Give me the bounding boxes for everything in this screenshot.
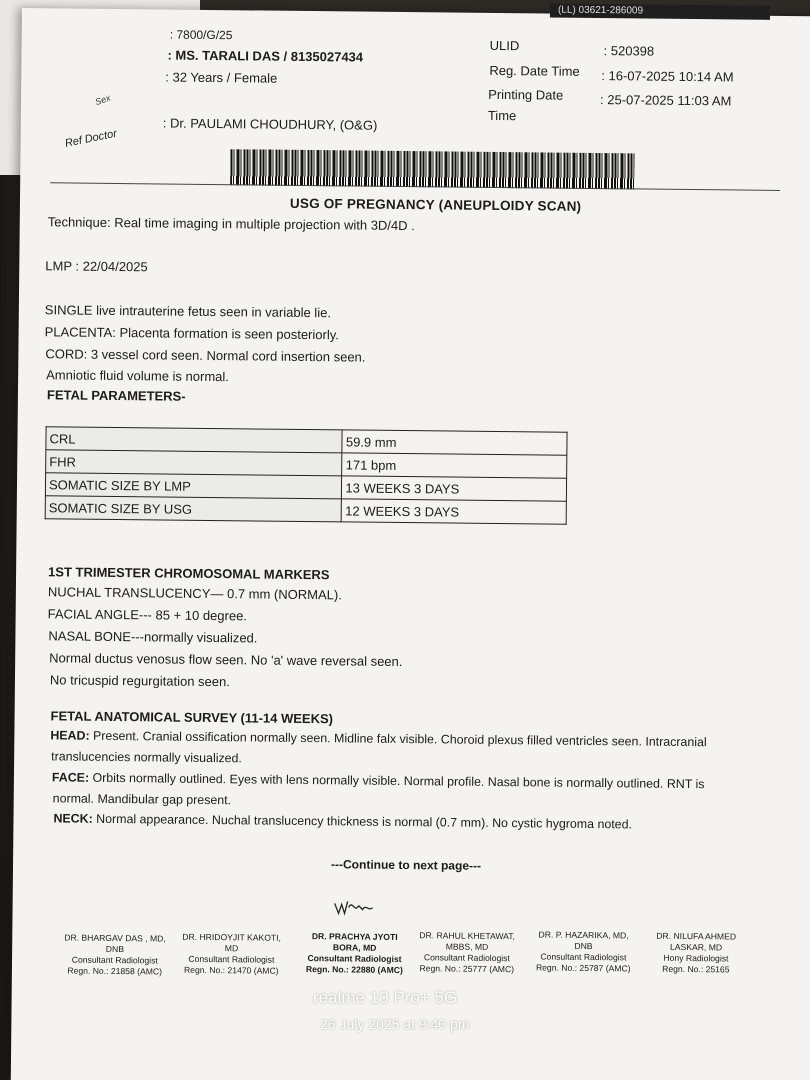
survey-face-line-2: normal. Mandibular gap present. xyxy=(52,791,232,808)
doctor-name: DR. RAHUL KHETAWAT, xyxy=(419,930,516,942)
marker-line: No tricuspid regurgitation seen. xyxy=(49,672,230,690)
param-value: 171 bpm xyxy=(342,453,567,478)
doctor-signature-block xyxy=(656,931,736,976)
reg-date-value: : 16-07-2025 10:14 AM xyxy=(601,68,734,85)
neck-text: Normal appearance. Nuchal translucency thickness is normal (0.7 mm). No cystic hygroma noted. xyxy=(92,811,633,832)
doctor-regn: Regn. No.: 21470 (AMC) xyxy=(183,964,279,976)
report-page xyxy=(11,4,810,1080)
head-text: Present. Cranial ossification normally seen. Midline falx visible. Choroid plexus filled ventricles seen. Intracranial xyxy=(89,728,707,750)
param-value: 59.9 mm xyxy=(342,430,567,455)
patient-name: : MS. TARALI DAS / 8135027434 xyxy=(167,47,364,65)
doctor-signature-block xyxy=(306,931,403,976)
barcode xyxy=(230,149,634,189)
doctor-name: DR. BHARGAV DAS , MD, xyxy=(64,932,166,944)
doctor-signature-block xyxy=(536,929,631,974)
doctor-regn: Regn. No.: 25787 (AMC) xyxy=(535,962,631,974)
ulid-value: : 520398 xyxy=(603,43,655,59)
doctor-name: DR. PRACHYA JYOTI xyxy=(311,931,398,942)
doctor-title: Consultant Radiologist xyxy=(307,953,402,965)
table-row xyxy=(45,496,566,524)
camera-datetime-watermark: 26 July 2025 at 9:40 pm xyxy=(320,1016,470,1032)
param-label: SOMATIC SIZE BY LMP xyxy=(45,473,342,499)
print-time-label: Time xyxy=(487,107,517,124)
doctor-degree: BORA, MD xyxy=(332,942,377,953)
doctor-degree: DNB xyxy=(574,940,593,952)
doctor-signature-block xyxy=(419,930,515,975)
doctor-name: DR. NILUFA AHMED xyxy=(656,930,737,942)
face-text: Orbits normally outlined. Eyes with lens normally visible. Normal profile. Nasal bone is normally outlined. RNT is xyxy=(89,770,705,792)
doctor-title: Consultant Radiologist xyxy=(188,953,275,965)
marker-line: NUCHAL TRANSLUCENCY— 0.7 mm (NORMAL). xyxy=(47,584,342,603)
ulid-label: ULID xyxy=(489,37,520,54)
report-title: USG OF PREGNANCY (ANEUPLOIDY SCAN) xyxy=(289,195,582,214)
doctor-title: Hony Radiologist xyxy=(663,952,729,964)
patient-age-sex: : 32 Years / Female xyxy=(165,69,278,86)
doctor-regn: Regn. No.: 22880 (AMC) xyxy=(305,964,403,976)
doctor-degree: MBBS, MD xyxy=(445,941,489,952)
continue-note: ---Continue to next page--- xyxy=(330,857,482,873)
markers-heading: 1ST TRIMESTER CHROMOSOMAL MARKERS xyxy=(48,564,330,583)
doctor-name: DR. HRIDOYJIT KAKOTI, xyxy=(182,931,282,943)
doctor-degree: DNB xyxy=(105,943,125,955)
print-date-label: Printing Date xyxy=(488,86,564,103)
doctor-title: Consultant Radiologist xyxy=(423,952,510,964)
ref-doctor-label: Ref Doctor xyxy=(63,127,118,150)
param-value: 13 WEEKS 3 DAYS xyxy=(342,476,567,501)
doctor-signature-block xyxy=(182,932,281,977)
finding-line: CORD: 3 vessel cord seen. Normal cord insertion seen. xyxy=(45,346,366,365)
marker-line: Normal ductus venosus flow seen. No 'a' wave reversal seen. xyxy=(49,650,403,670)
doctor-regn: Regn. No.: 25777 (AMC) xyxy=(419,963,515,975)
marker-line: NASAL BONE---normally visualized. xyxy=(48,628,258,646)
param-value: 12 WEEKS 3 DAYS xyxy=(342,499,567,524)
fetal-parameters-heading: FETAL PARAMETERS- xyxy=(46,387,186,404)
finding-line: Amniotic fluid volume is normal. xyxy=(46,367,230,385)
doctor-signature-block xyxy=(64,932,166,977)
face-label: FACE: xyxy=(51,770,90,785)
doctor-regn: Regn. No.: 21858 (AMC) xyxy=(67,965,163,977)
case-number: : 7800/G/25 xyxy=(169,27,233,43)
technique-line: Technique: Real time imaging in multiple projection with 3D/4D . xyxy=(47,214,415,234)
doctor-title: Consultant Radiologist xyxy=(71,954,158,966)
sex-label: Sex xyxy=(93,92,112,108)
doctor-title: Consultant Radiologist xyxy=(540,951,627,963)
neck-label: NECK: xyxy=(53,811,93,826)
survey-head-line-2: translucencies normally visualized. xyxy=(51,749,242,766)
ref-doctor-value: : Dr. PAULAMI CHOUDHURY, (O&G) xyxy=(162,115,378,133)
survey-neck-line xyxy=(53,811,632,831)
doctor-regn: Regn. No.: 25165 xyxy=(662,963,730,975)
finding-line: SINGLE live intrauterine fetus seen in variable lie. xyxy=(44,302,332,321)
finding-line: PLACENTA: Placenta formation is seen posteriorly. xyxy=(44,324,339,343)
lmp-line: LMP : 22/04/2025 xyxy=(45,258,148,275)
param-label: SOMATIC SIZE BY USG xyxy=(45,496,342,522)
reg-date-label: Reg. Date Time xyxy=(489,62,580,79)
doctor-degree: MD xyxy=(224,943,239,954)
doctor-name: DR. P. HAZARIKA, MD, xyxy=(538,929,629,941)
print-date-value: : 25-07-2025 11:03 AM xyxy=(599,92,732,109)
camera-device-watermark: realme 10 Pro+ 5G xyxy=(313,988,458,1007)
doctor-degree: LASKAR, MD xyxy=(669,941,723,953)
param-label: CRL xyxy=(46,427,343,453)
survey-head-line xyxy=(50,728,706,749)
survey-heading: FETAL ANATOMICAL SURVEY (11-14 WEEKS) xyxy=(50,708,334,727)
header-phone-bar: (LL) 03621-286009 xyxy=(550,4,770,20)
fetal-parameters-table xyxy=(45,426,568,524)
head-label: HEAD: xyxy=(50,728,90,743)
param-label: FHR xyxy=(46,450,343,476)
signature-mark xyxy=(332,895,376,919)
survey-face-line xyxy=(52,770,705,791)
marker-line: FACIAL ANGLE--- 85 + 10 degree. xyxy=(47,606,248,624)
